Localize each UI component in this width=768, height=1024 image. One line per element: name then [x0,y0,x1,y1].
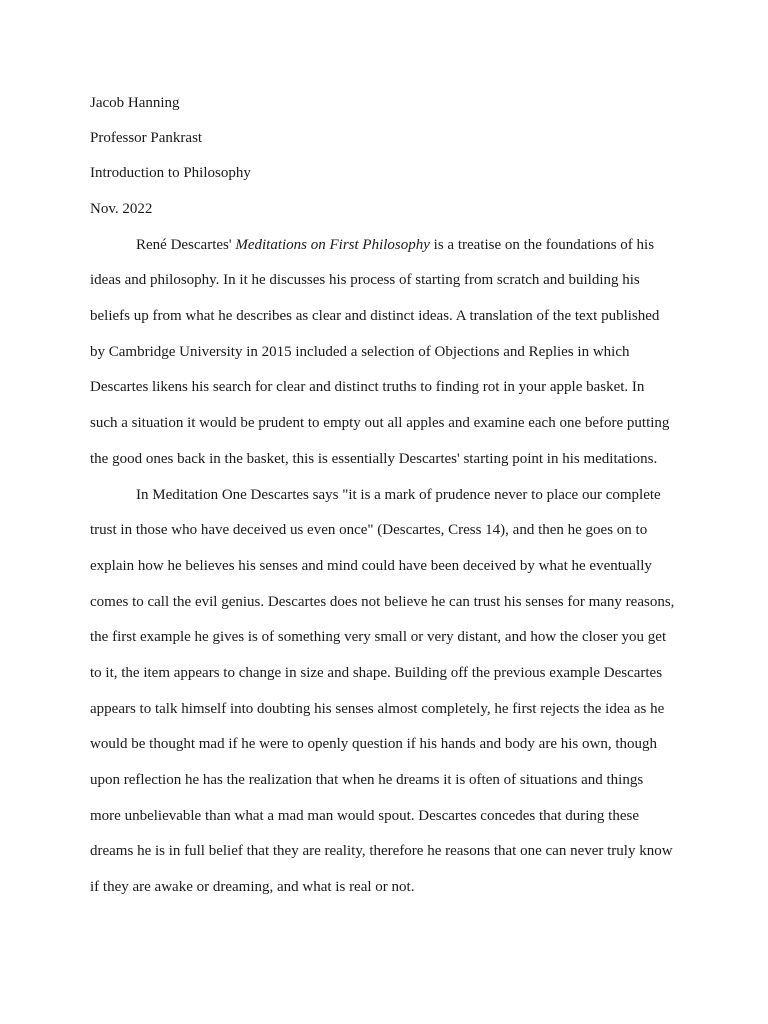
paragraph-1-line-5: Descartes likens his search for clear and distinct truths to finding rot in your apple basket. In [90,379,645,395]
essay-date: Nov. 2022 [90,201,153,217]
course-name: Introduction to Philosophy [90,165,251,181]
author-name: Jacob Hanning [90,95,180,111]
paragraph-1-line-1 [136,236,654,254]
paragraph-1-line-2: ideas and philosophy. In it he discusses his process of starting from scratch and building his [90,272,640,288]
paragraph-2-line-2: trust in those who have deceived us even once" (Descartes, Cress 14), and then he goes on to [90,522,648,538]
paragraph-2-line-12: if they are awake or dreaming, and what is real or not. [90,879,415,895]
book-title: Meditations on First Philosophy [235,237,430,253]
paragraph-1-line-1-post: is a treatise on the foundations of his [429,237,655,253]
paragraph-2-line-10: more unbelievable than what a mad man would spout. Descartes concedes that during these [90,808,639,824]
paragraph-1-line-4: by Cambridge University in 2015 included a selection of Objections and Replies in which [90,344,630,360]
paragraph-2-line-11: dreams he is in full belief that they are reality, therefore he reasons that one can never truly know [90,843,673,859]
paragraph-2-line-9: upon reflection he has the realization that when he dreams it is often of situations and things [90,772,644,788]
paragraph-2-line-8: would be thought mad if he were to openly question if his hands and body are his own, though [90,736,657,752]
paragraph-1-line-3: beliefs up from what he describes as clear and distinct ideas. A translation of the text published [90,308,660,324]
paragraph-2-line-6: to it, the item appears to change in size and shape. Building off the previous example Descartes [90,665,663,681]
paragraph-2-line-5: the first example he gives is of something very small or very distant, and how the closer you get [90,629,667,645]
paragraph-2-line-3: explain how he believes his senses and mind could have been deceived by what he eventually [90,558,652,574]
paragraph-2-line-1: In Meditation One Descartes says "it is a mark of prudence never to place our complete [136,487,661,503]
professor-name: Professor Pankrast [90,130,203,146]
paragraph-2-line-7: appears to talk himself into doubting his senses almost completely, he first rejects the idea as he [90,701,665,717]
paragraph-1-line-1-pre: René Descartes' [136,237,236,253]
paragraph-2-line-4: comes to call the evil genius. Descartes does not believe he can trust his senses for many reasons, [90,594,675,610]
paragraph-1-line-7: the good ones back in the basket, this is essentially Descartes' starting point in his meditations. [90,451,658,467]
paragraph-1-line-6: such a situation it would be prudent to empty out all apples and examine each one before putting [90,415,670,431]
